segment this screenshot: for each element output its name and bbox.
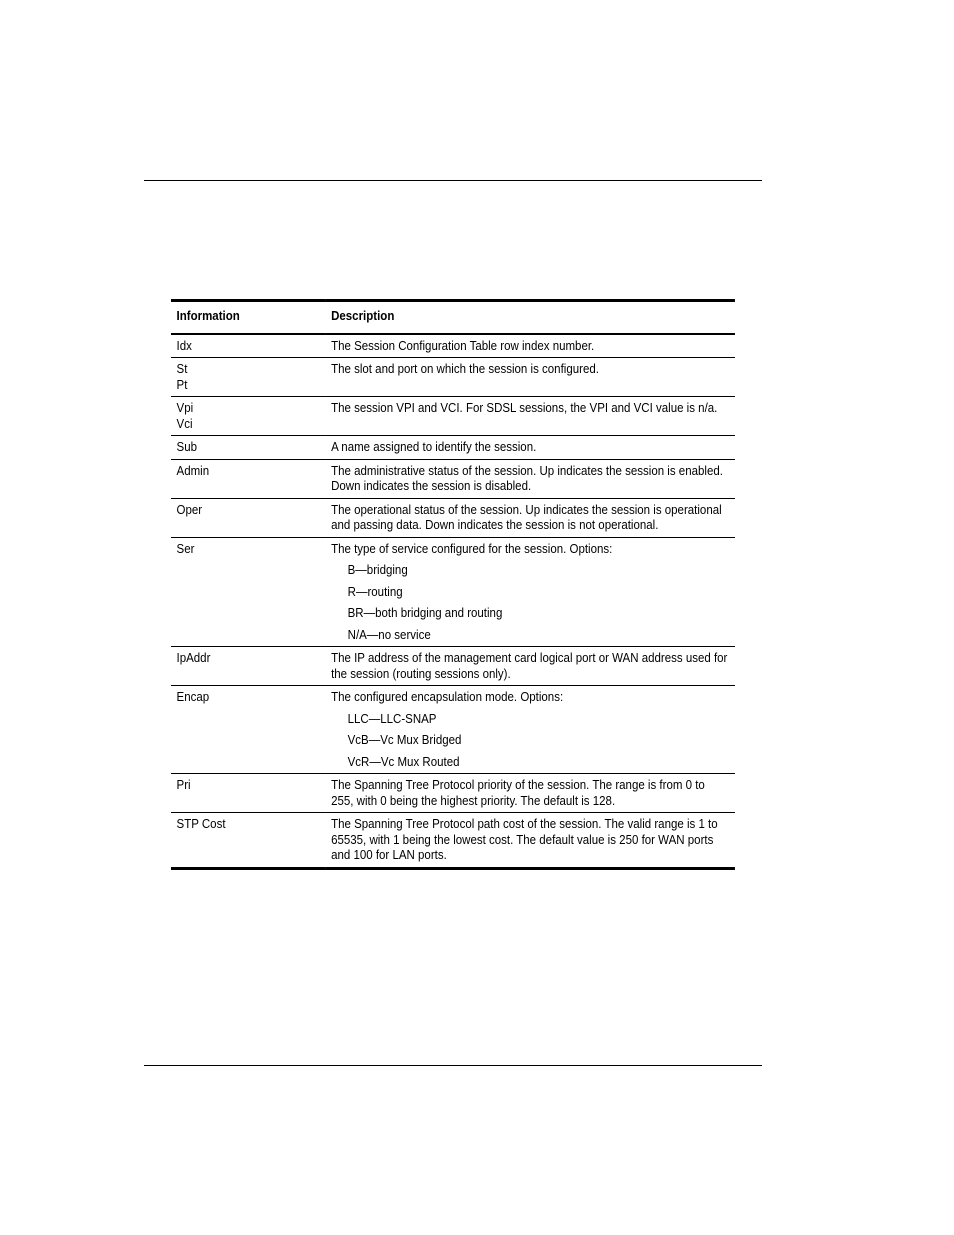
table-row xyxy=(171,537,735,647)
info-cell xyxy=(171,686,326,774)
option-item: N/A—no service xyxy=(347,627,431,642)
info-term: St xyxy=(176,362,188,376)
info-term: Vci xyxy=(176,416,193,431)
table-row xyxy=(171,397,735,436)
description-cell xyxy=(326,537,735,647)
description-text: The Spanning Tree Protocol priority of the session. The range is from 0 to 255, with 0 being the highest priority. The default is 128. xyxy=(331,778,705,808)
info-cell xyxy=(171,397,326,436)
footer-rule xyxy=(144,1065,762,1066)
option-item: VcB—Vc Mux Bridged xyxy=(347,733,462,747)
description-cell xyxy=(326,358,735,397)
option-item: BR—both bridging and routing xyxy=(347,606,503,620)
info-cell xyxy=(171,647,326,686)
description-cell xyxy=(326,436,735,460)
table-row xyxy=(171,436,735,460)
description-text: The administrative status of the session. Up indicates the session is enabled. Down indicates the session is disabled. xyxy=(331,463,723,493)
info-cell xyxy=(171,774,326,813)
description-cell xyxy=(326,774,735,813)
info-term: Idx xyxy=(176,338,192,353)
description-cell xyxy=(326,334,735,358)
info-term: Vpi xyxy=(176,401,194,415)
description-text: The session VPI and VCI. For SDSL sessions, the VPI and VCI value is n/a. xyxy=(331,401,718,415)
table-row xyxy=(171,334,735,358)
info-term: Admin xyxy=(176,463,210,478)
description-text: The operational status of the session. Up indicates the session is operational and passing data. Down indicates the session is not operational. xyxy=(331,502,722,532)
info-cell xyxy=(171,813,326,869)
description-text: The Spanning Tree Protocol path cost of the session. The valid range is 1 to 65535, with 1 being the lowest cost. The default value is 250 for WAN ports and 100 for LAN ports. xyxy=(331,817,718,862)
description-cell xyxy=(326,686,735,774)
table-row xyxy=(171,498,735,537)
table-row xyxy=(171,686,735,774)
info-cell xyxy=(171,334,326,358)
description-text: The IP address of the management card logical port or WAN address used for the session (routing sessions only). xyxy=(331,651,728,681)
description-cell xyxy=(326,498,735,537)
table-row xyxy=(171,358,735,397)
info-term: Pt xyxy=(176,377,188,392)
info-term: Encap xyxy=(176,690,210,704)
description-cell xyxy=(326,647,735,686)
table-row xyxy=(171,813,735,869)
table-body xyxy=(171,334,735,869)
description-text: The configured encapsulation mode. Options: xyxy=(331,690,564,704)
option-item: VcR—Vc Mux Routed xyxy=(347,754,460,769)
option-item: LLC—LLC-SNAP xyxy=(347,711,437,726)
table-header xyxy=(171,301,735,334)
option-item: B—bridging xyxy=(347,563,408,577)
info-term: Sub xyxy=(176,440,197,454)
column-header-description: Description xyxy=(331,309,395,323)
info-cell xyxy=(171,358,326,397)
info-cell xyxy=(171,436,326,460)
header-rule xyxy=(144,180,762,181)
description-cell xyxy=(326,397,735,436)
description-cell xyxy=(326,459,735,498)
info-term: Ser xyxy=(176,541,195,556)
info-term: Oper xyxy=(176,502,203,517)
description-text: The Session Configuration Table row index number. xyxy=(331,338,595,353)
option-item: R—routing xyxy=(347,584,403,599)
table-row xyxy=(171,774,735,813)
info-term: Pri xyxy=(176,778,191,792)
description-text: A name assigned to identify the session. xyxy=(331,440,537,454)
description-text: The type of service configured for the session. Options: xyxy=(331,541,613,556)
info-term: STP Cost xyxy=(176,817,226,831)
info-cell xyxy=(171,537,326,647)
session-info-table-container xyxy=(171,299,735,870)
description-cell xyxy=(326,813,735,869)
table-row xyxy=(171,459,735,498)
session-info-table xyxy=(171,299,735,870)
info-cell xyxy=(171,498,326,537)
info-cell xyxy=(171,459,326,498)
table-row xyxy=(171,647,735,686)
description-text: The slot and port on which the session is configured. xyxy=(331,362,599,376)
column-header-information: Information xyxy=(176,309,240,323)
info-term: IpAddr xyxy=(176,651,211,665)
